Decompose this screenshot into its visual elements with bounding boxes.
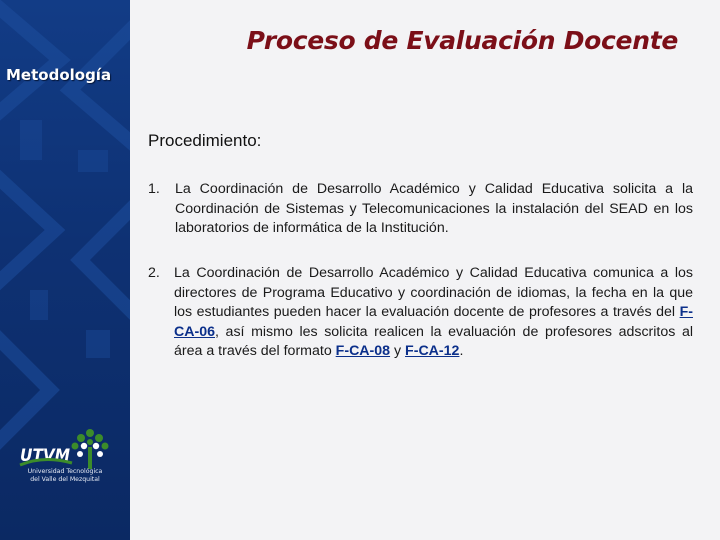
step-number: 1.: [148, 181, 160, 197]
procedure-step-2: [148, 264, 693, 362]
logo-caption: [12, 468, 118, 484]
logo-caption-line1: Universidad Tecnológica: [27, 468, 103, 475]
procedure-step-1: [148, 180, 693, 239]
form-link-f-ca-08[interactable]: F-CA-08: [335, 343, 391, 359]
logo-mark-text: UTVM: [20, 446, 71, 466]
slide-title: Proceso de Evaluación Docente: [246, 26, 678, 55]
form-link-f-ca-12[interactable]: F-CA-12: [405, 343, 460, 359]
step-number: 2.: [148, 265, 160, 281]
step-text-part: La Coordinación de Desarrollo Académico y Calidad Educativa comunica a los directores de Programa Educativo y coordinación de idiomas, la fecha en la que los estudiantes pueden hacer la evaluación docente de profesores a través del: [174, 265, 693, 320]
step-text-part: y: [390, 343, 406, 359]
section-label: Metodología: [6, 66, 112, 84]
step-text-part: , así mismo les solicita realicen la evaluación de profesores adscritos al área a través del formato: [174, 323, 693, 359]
procedure-heading: Procedimiento:: [148, 131, 262, 150]
step-text-part: .: [459, 343, 464, 359]
step-text: La Coordinación de Desarrollo Académico y Calidad Educativa solicita a la Coordinación de Sistemas y Telecomunicaciones la instalación del SEAD en los laboratorios de informática de la Institución.: [175, 181, 693, 236]
logo-caption-line2: del Valle del Mezquital: [30, 476, 100, 483]
step-text: [148, 264, 693, 362]
logo-tree-icon: [72, 429, 109, 469]
form-link-f-ca-06[interactable]: F-CA-06: [174, 304, 693, 340]
